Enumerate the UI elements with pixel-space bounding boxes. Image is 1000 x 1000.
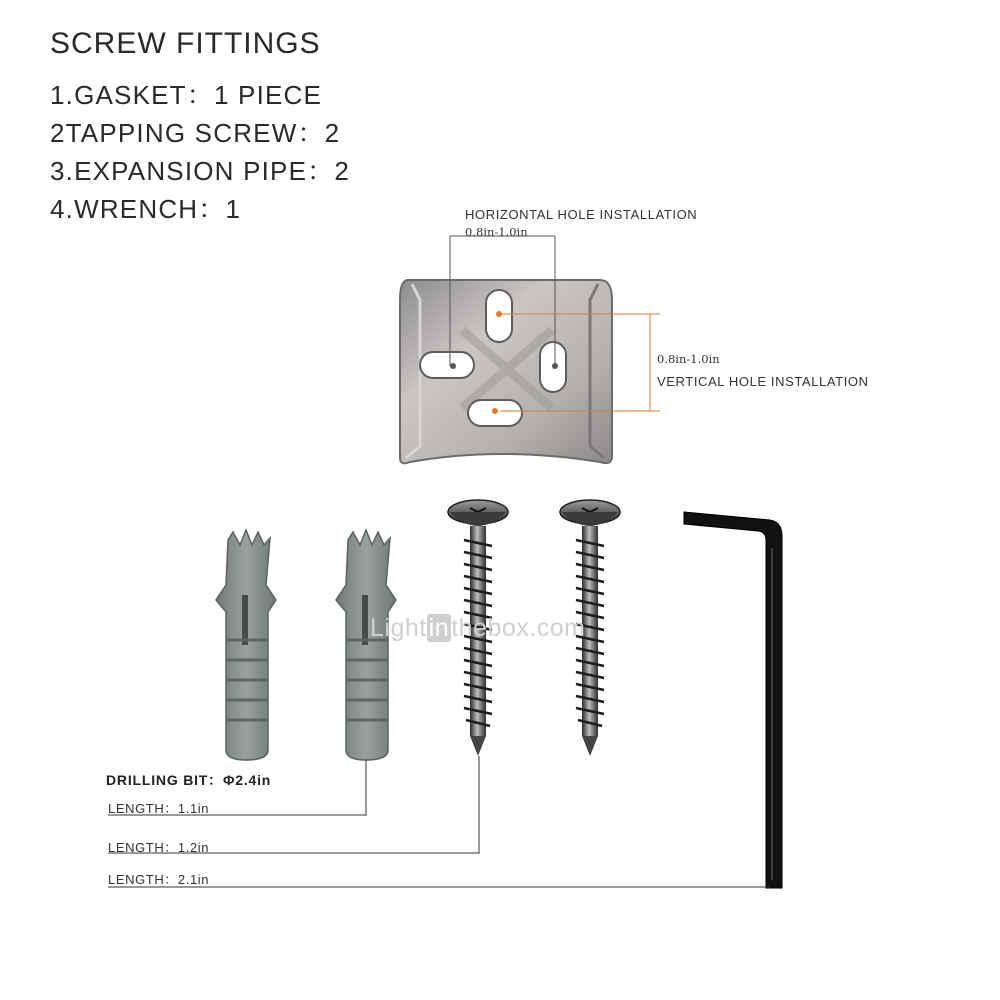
watermark-prefix: Light [370,614,427,642]
fitting-item-wrench: 4.WRENCH：1 [50,194,242,224]
pipe-length-label: LENGTH：1.1in [108,801,210,816]
horizontal-hole-range: 0.8in-1.0in [465,225,528,239]
drilling-bit-label: DRILLING BIT：Φ2.4in [106,772,272,788]
hex-wrench [684,512,782,888]
expansion-pipe-left [216,530,276,760]
vertical-hole-label: VERTICAL HOLE INSTALLATION [657,374,869,389]
fitting-item-expansion-pipe: 3.EXPANSION PIPE：2 [50,156,350,186]
fitting-item-gasket: 1.GASKET：1 PIECE [50,80,323,110]
watermark-suffix: thebox.com [451,614,586,642]
expansion-pipe-right [336,530,396,760]
gasket-plate [400,280,612,463]
fitting-item-tapping-screw: 2TAPPING SCREW：2 [50,118,341,148]
page-title: SCREW FITTINGS [50,27,321,60]
watermark [370,614,585,643]
wrench-length-label: LENGTH：2.1in [108,872,210,887]
vertical-hole-range: 0.8in-1.0in [657,352,720,366]
screw-length-label: LENGTH：1.2in [108,840,210,855]
watermark-boxed: in [428,614,450,642]
horizontal-hole-label: HORIZONTAL HOLE INSTALLATION [465,207,698,222]
